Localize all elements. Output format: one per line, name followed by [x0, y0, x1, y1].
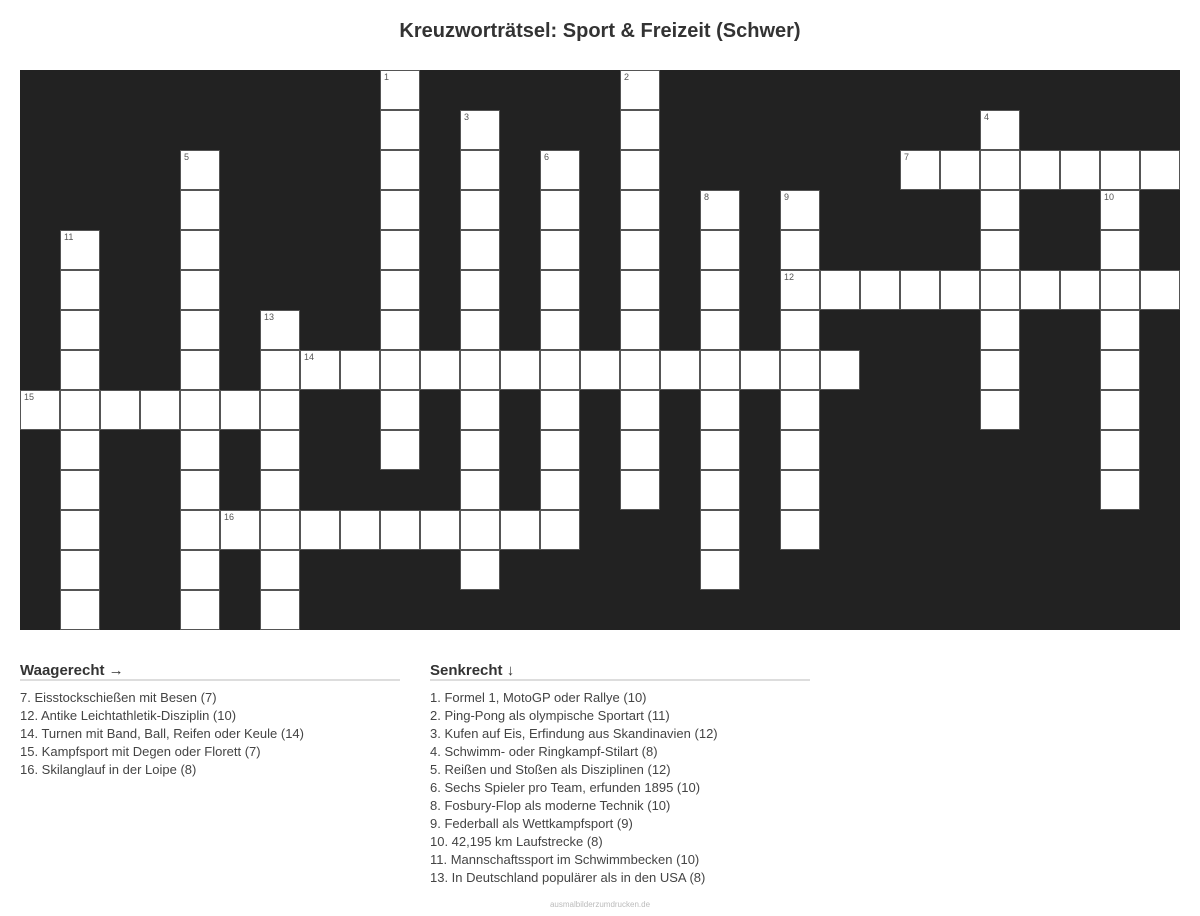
down-clue: 13. In Deutschland populärer als in den USA (8) — [430, 870, 706, 885]
down-clue: 5. Reißen und Stoßen als Disziplinen (12) — [430, 762, 671, 777]
grid-cell[interactable] — [60, 270, 100, 310]
grid-cell[interactable] — [220, 510, 260, 550]
grid-cell[interactable] — [180, 350, 220, 390]
grid-cell[interactable] — [180, 590, 220, 630]
grid-cell[interactable] — [1100, 230, 1140, 270]
grid-cell[interactable] — [700, 350, 740, 390]
clue-number: 12 — [784, 272, 795, 282]
grid-cell[interactable] — [180, 150, 220, 190]
grid-cell[interactable] — [460, 430, 500, 470]
grid-cell[interactable] — [1060, 150, 1100, 190]
grid-cell[interactable] — [620, 270, 660, 310]
grid-cell[interactable] — [380, 430, 420, 470]
grid-cell[interactable] — [980, 310, 1020, 350]
grid-cell[interactable] — [460, 270, 500, 310]
footer-credit: ausmalbilderzumdrucken.de — [549, 900, 651, 909]
down-clue: 8. Fosbury-Flop als moderne Technik (10) — [430, 798, 671, 813]
grid-cell[interactable] — [1100, 430, 1140, 470]
grid-cell[interactable] — [300, 510, 340, 550]
grid-cell[interactable] — [860, 270, 900, 310]
clue-number: 15 — [24, 392, 35, 402]
grid-cell[interactable] — [820, 270, 860, 310]
grid-cell[interactable] — [940, 150, 980, 190]
grid-cell[interactable] — [700, 510, 740, 550]
grid-cell[interactable] — [780, 350, 820, 390]
grid-cell[interactable] — [1140, 150, 1180, 190]
grid-cell[interactable] — [380, 190, 420, 230]
grid-cell[interactable] — [540, 390, 580, 430]
clue-number: 4 — [984, 112, 990, 122]
across-clue: 14. Turnen mit Band, Ball, Reifen oder Keule (14) — [20, 726, 304, 741]
grid-cell[interactable] — [180, 390, 220, 430]
grid-cell[interactable] — [340, 510, 380, 550]
clue-number: 14 — [304, 352, 315, 362]
grid-cell[interactable] — [780, 310, 820, 350]
down-clues-section — [430, 662, 810, 887]
across-clue-list — [20, 689, 400, 779]
grid-cell[interactable] — [380, 70, 420, 110]
grid-cell[interactable] — [540, 150, 580, 190]
grid-cell[interactable] — [60, 430, 100, 470]
grid-cell[interactable] — [60, 350, 100, 390]
grid-cell[interactable] — [620, 430, 660, 470]
down-clue: 3. Kufen auf Eis, Erfindung aus Skandinavien (12) — [430, 726, 718, 741]
grid-cell[interactable] — [780, 510, 820, 550]
grid-cell[interactable] — [620, 470, 660, 510]
grid-cell[interactable] — [380, 310, 420, 350]
grid-cell[interactable] — [260, 550, 300, 590]
grid-cell[interactable] — [1060, 270, 1100, 310]
grid-cell[interactable] — [700, 230, 740, 270]
crossword-grid — [20, 70, 1180, 630]
grid-cell[interactable] — [180, 550, 220, 590]
down-clue: 4. Schwimm- oder Ringkampf-Stilart (8) — [430, 744, 658, 759]
grid-cell[interactable] — [460, 230, 500, 270]
grid-cell[interactable] — [1020, 270, 1060, 310]
grid-cell[interactable] — [700, 270, 740, 310]
grid-cell[interactable] — [620, 70, 660, 110]
grid-cell[interactable] — [540, 190, 580, 230]
down-clue-list — [430, 689, 810, 887]
grid-cell[interactable] — [740, 350, 780, 390]
clue-number: 11 — [64, 232, 74, 242]
grid-cell[interactable] — [260, 470, 300, 510]
clue-number: 2 — [624, 72, 630, 82]
grid-cell[interactable] — [460, 310, 500, 350]
grid-cell[interactable] — [460, 350, 500, 390]
grid-cell[interactable] — [460, 190, 500, 230]
grid-cell[interactable] — [60, 230, 100, 270]
down-clue: 2. Ping-Pong als olympische Sportart (11) — [430, 708, 670, 723]
clue-number: 3 — [464, 112, 470, 122]
grid-cell[interactable] — [1140, 270, 1180, 310]
grid-cell[interactable] — [540, 510, 580, 550]
grid-cell[interactable] — [180, 470, 220, 510]
grid-cell[interactable] — [980, 150, 1020, 190]
grid-cell[interactable] — [620, 390, 660, 430]
grid-cell[interactable] — [180, 310, 220, 350]
grid-cell[interactable] — [500, 510, 540, 550]
grid-cell[interactable] — [460, 150, 500, 190]
down-clue: 10. 42,195 km Laufstrecke (8) — [430, 834, 603, 849]
grid-cell[interactable] — [180, 430, 220, 470]
grid-cell[interactable] — [700, 190, 740, 230]
grid-cell[interactable] — [780, 390, 820, 430]
grid-cell[interactable] — [460, 470, 500, 510]
grid-cell[interactable] — [60, 390, 100, 430]
grid-cell[interactable] — [780, 470, 820, 510]
clue-number: 6 — [544, 152, 550, 162]
grid-cell[interactable] — [60, 590, 100, 630]
grid-cell[interactable] — [460, 510, 500, 550]
grid-cell[interactable] — [180, 270, 220, 310]
grid-cell[interactable] — [1020, 150, 1060, 190]
grid-cell[interactable] — [700, 550, 740, 590]
grid-cell[interactable] — [420, 350, 460, 390]
grid-cell[interactable] — [140, 390, 180, 430]
grid-cell[interactable] — [620, 150, 660, 190]
grid-cell[interactable] — [540, 270, 580, 310]
grid-cell[interactable] — [380, 390, 420, 430]
grid-cell[interactable] — [900, 270, 940, 310]
grid-cell[interactable] — [660, 350, 700, 390]
grid-cell[interactable] — [980, 190, 1020, 230]
grid-cell[interactable] — [1100, 270, 1140, 310]
grid-cell[interactable] — [980, 390, 1020, 430]
grid-cell[interactable] — [700, 430, 740, 470]
grid-cell[interactable] — [1100, 350, 1140, 390]
grid-cell[interactable] — [780, 190, 820, 230]
grid-cell[interactable] — [820, 350, 860, 390]
grid-cell[interactable] — [980, 230, 1020, 270]
grid-cell[interactable] — [260, 310, 300, 350]
grid-cell[interactable] — [940, 270, 980, 310]
grid-cell[interactable] — [460, 390, 500, 430]
clue-number: 13 — [264, 312, 275, 322]
grid-cell[interactable] — [260, 590, 300, 630]
grid-cell[interactable] — [540, 430, 580, 470]
clue-number: 9 — [784, 192, 790, 202]
across-clue: 7. Eisstockschießen mit Besen (7) — [20, 690, 217, 705]
across-clues-section — [20, 662, 400, 779]
grid-cell[interactable] — [460, 110, 500, 150]
grid-cell[interactable] — [380, 230, 420, 270]
across-heading: Waagerecht → — [20, 662, 400, 681]
grid-cell[interactable] — [180, 230, 220, 270]
grid-cell[interactable] — [260, 430, 300, 470]
grid-cell[interactable] — [380, 350, 420, 390]
clue-number: 10 — [1104, 192, 1115, 202]
grid-cell[interactable] — [1100, 310, 1140, 350]
grid-cell[interactable] — [260, 390, 300, 430]
grid-cell[interactable] — [260, 510, 300, 550]
down-heading: Senkrecht ↓ — [430, 662, 810, 681]
grid-cell[interactable] — [300, 350, 340, 390]
grid-cell[interactable] — [460, 550, 500, 590]
clue-number: 7 — [904, 152, 910, 162]
across-clue: 16. Skilanglauf in der Loipe (8) — [20, 762, 197, 777]
grid-cell[interactable] — [620, 350, 660, 390]
grid-cell[interactable] — [60, 510, 100, 550]
grid-cell[interactable] — [620, 190, 660, 230]
grid-cell[interactable] — [220, 390, 260, 430]
grid-cell[interactable] — [540, 350, 580, 390]
grid-cell[interactable] — [420, 510, 460, 550]
down-clue: 9. Federball als Wettkampfsport (9) — [430, 816, 633, 831]
down-clue: 11. Mannschaftssport im Schwimmbecken (10) — [430, 852, 700, 867]
grid-cell[interactable] — [980, 350, 1020, 390]
grid-cell[interactable] — [180, 510, 220, 550]
grid-cell[interactable] — [380, 510, 420, 550]
grid-cell[interactable] — [780, 430, 820, 470]
grid-cell[interactable] — [380, 150, 420, 190]
down-clue: 6. Sechs Spieler pro Team, erfunden 1895 (10) — [430, 780, 701, 795]
grid-cell[interactable] — [60, 550, 100, 590]
grid-cell[interactable] — [620, 230, 660, 270]
clue-number: 8 — [704, 192, 710, 202]
grid-cell[interactable] — [780, 230, 820, 270]
grid-cell[interactable] — [500, 350, 540, 390]
grid-cell[interactable] — [980, 110, 1020, 150]
grid-cell[interactable] — [20, 390, 60, 430]
across-clue: 12. Antike Leichtathletik-Disziplin (10) — [20, 708, 237, 723]
grid-cell[interactable] — [780, 270, 820, 310]
grid-cell[interactable] — [580, 350, 620, 390]
grid-cell[interactable] — [540, 230, 580, 270]
grid-cell[interactable] — [980, 270, 1020, 310]
grid-cell[interactable] — [700, 310, 740, 350]
grid-cell[interactable] — [100, 390, 140, 430]
grid-cell[interactable] — [380, 110, 420, 150]
grid-cell[interactable] — [540, 310, 580, 350]
across-clue: 15. Kampfsport mit Degen oder Florett (7) — [20, 744, 261, 759]
grid-cell[interactable] — [180, 190, 220, 230]
clue-number: 16 — [224, 512, 235, 522]
grid-cell[interactable] — [380, 270, 420, 310]
page-title: Kreuzworträtsel: Sport & Freizeit (Schwer) — [399, 20, 801, 42]
down-clue: 1. Formel 1, MotoGP oder Rallye (10) — [430, 690, 647, 705]
grid-cell[interactable] — [620, 110, 660, 150]
clue-number: 5 — [184, 152, 190, 162]
grid-cell[interactable] — [60, 310, 100, 350]
grid-cell[interactable] — [900, 150, 940, 190]
grid-cell[interactable] — [700, 390, 740, 430]
grid-cell[interactable] — [260, 350, 300, 390]
grid-cell[interactable] — [1100, 190, 1140, 230]
grid-cell[interactable] — [340, 350, 380, 390]
grid-cell[interactable] — [700, 470, 740, 510]
grid-cell[interactable] — [1100, 390, 1140, 430]
grid-cell[interactable] — [1100, 470, 1140, 510]
grid-cell[interactable] — [1100, 150, 1140, 190]
grid-cell[interactable] — [540, 470, 580, 510]
grid-cell[interactable] — [60, 470, 100, 510]
clue-number: 1 — [384, 72, 390, 82]
grid-cell[interactable] — [620, 310, 660, 350]
